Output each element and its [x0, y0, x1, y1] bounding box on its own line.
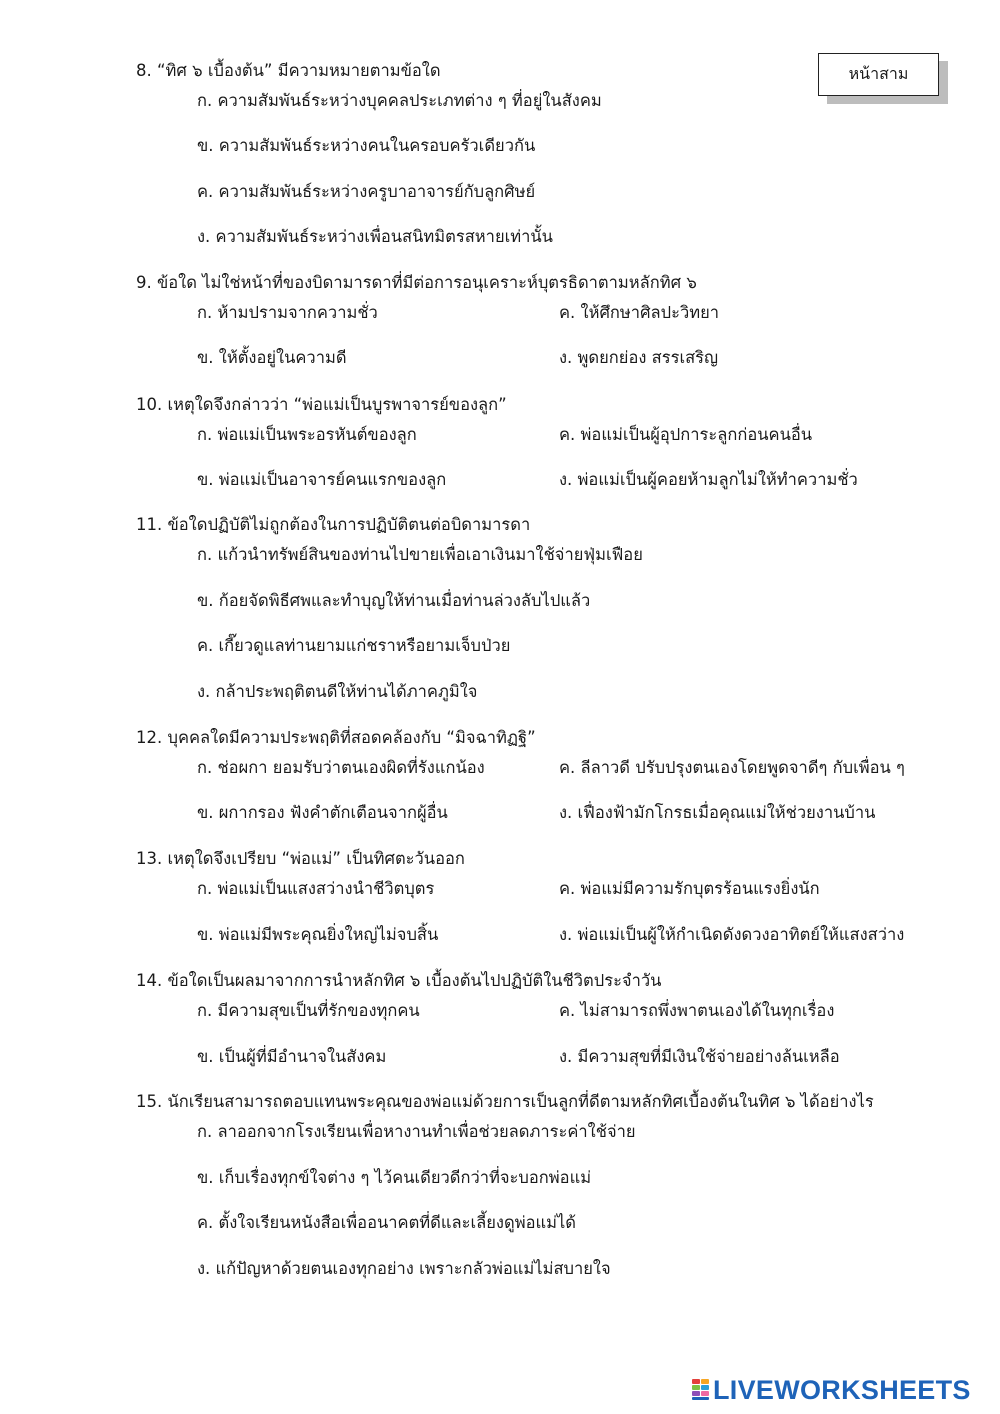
- answer-option[interactable]: ค. ความสัมพันธ์ระหว่างครูบาอาจารย์กับลูกศิษย์: [197, 182, 536, 201]
- answer-option[interactable]: ก. พ่อแม่เป็นแสงสว่างนำชีวิตบุตร: [197, 879, 435, 898]
- answer-option[interactable]: ง. ความสัมพันธ์ระหว่างเพื่อนสนิทมิตรสหายเท่านั้น: [197, 227, 553, 246]
- question-title: 13. เหตุใดจึงเปรียบ “พ่อแม่” เป็นทิศตะวันออก: [136, 849, 465, 868]
- answer-option[interactable]: ข. ให้ตั้งอยู่ในความดี: [197, 348, 347, 367]
- answer-option[interactable]: ง. กล้าประพฤติตนดีให้ท่านได้ภาคภูมิใจ: [197, 682, 478, 701]
- logo-text: LIVEWORKSHEETS: [713, 1375, 971, 1405]
- question-title: 9. ข้อใด ไม่ใช่หน้าที่ของบิดามารดาที่มีต่อการอนุเคราะห์บุตรธิดาตามหลักทิศ ๖: [136, 273, 697, 292]
- answer-option[interactable]: ข. พ่อแม่มีพระคุณยิ่งใหญ่ไม่จบสิ้น: [197, 925, 439, 944]
- answer-option[interactable]: ข. เก็บเรื่องทุกข์ใจต่าง ๆ ไว้คนเดียวดีกว่าที่จะบอกพ่อแม่: [197, 1168, 592, 1187]
- answer-option[interactable]: ค. พ่อแม่เป็นผู้อุปการะลูกก่อนคนอื่น: [559, 425, 813, 444]
- question-title: 15. นักเรียนสามารถตอบแทนพระคุณของพ่อแม่ด้วยการเป็นลูกที่ดีตามหลักทิศเบื้องต้นในทิศ ๖ ได้อย่างไร: [136, 1092, 874, 1111]
- page-label: หน้าสาม: [848, 64, 909, 83]
- answer-option[interactable]: ค. ลีลาวดี ปรับปรุงตนเองโดยพูดจาดีๆ กับเพื่อน ๆ: [559, 758, 905, 777]
- answer-option[interactable]: ก. ความสัมพันธ์ระหว่างบุคคลประเภทต่าง ๆ ที่อยู่ในสังคม: [197, 91, 602, 110]
- answer-option[interactable]: ค. พ่อแม่มีความรักบุตรร้อนแรงยิ่งนัก: [559, 879, 820, 898]
- question-title: 12. บุคคลใดมีความประพฤติที่สอดคล้องกับ “มิจฉาทิฏฐิ”: [136, 728, 536, 747]
- liveworksheets-logo-icon: [692, 1379, 710, 1401]
- answer-option[interactable]: ง. พูดยกย่อง สรรเสริญ: [559, 348, 719, 367]
- answer-option[interactable]: ข. พ่อแม่เป็นอาจารย์คนแรกของลูก: [197, 470, 447, 489]
- answer-option[interactable]: ค. ให้ศึกษาศิลปะวิทยา: [559, 303, 720, 322]
- liveworksheets-logo: [692, 1377, 971, 1403]
- answer-option[interactable]: ง. พ่อแม่เป็นผู้ให้กำเนิดดังดวงอาทิตย์ให้แสงสว่าง: [559, 925, 905, 944]
- answer-option[interactable]: ค. ไม่สามารถพึ่งพาตนเองได้ในทุกเรื่อง: [559, 1001, 835, 1020]
- question-title: 10. เหตุใดจึงกล่าวว่า “พ่อแม่เป็นบูรพาจารย์ของลูก”: [136, 395, 507, 414]
- answer-option[interactable]: ง. เฟื่องฟ้ามักโกรธเมื่อคุณแม่ให้ช่วยงานบ้าน: [559, 803, 876, 822]
- answer-option[interactable]: ก. แก้วนำทรัพย์สินของท่านไปขายเพื่อเอาเงินมาใช้จ่ายฟุ่มเฟือย: [197, 545, 643, 564]
- question-title: 11. ข้อใดปฏิบัติไม่ถูกต้องในการปฏิบัติตนต่อบิดามารดา: [136, 515, 531, 534]
- page-label-box: [818, 53, 939, 96]
- answer-option[interactable]: ง. แก้ปัญหาด้วยตนเองทุกอย่าง เพราะกลัวพ่อแม่ไม่สบายใจ: [197, 1259, 611, 1278]
- answer-option[interactable]: ค. ตั้งใจเรียนหนังสือเพื่ออนาคตที่ดีและเลี้ยงดูพ่อแม่ได้: [197, 1213, 577, 1232]
- answer-option[interactable]: ค. เกี๊ยวดูแลท่านยามแก่ชราหรือยามเจ็บป่วย: [197, 636, 511, 655]
- question-title: 14. ข้อใดเป็นผลมาจากการนำหลักทิศ ๖ เบื้องต้นไปปฏิบัติในชีวิตประจำวัน: [136, 971, 662, 990]
- answer-option[interactable]: ข. ความสัมพันธ์ระหว่างคนในครอบครัวเดียวกัน: [197, 136, 536, 155]
- answer-option[interactable]: ข. ผกากรอง ฟังคำตักเตือนจากผู้อื่น: [197, 803, 448, 822]
- answer-option[interactable]: ก. ลาออกจากโรงเรียนเพื่อหางานทำเพื่อช่วยลดภาระค่าใช้จ่าย: [197, 1122, 636, 1141]
- answer-option[interactable]: ง. พ่อแม่เป็นผู้คอยห้ามลูกไม่ให้ทำความชั่ว: [559, 470, 858, 489]
- answer-option[interactable]: ก. พ่อแม่เป็นพระอรหันต์ของลูก: [197, 425, 417, 444]
- question-title: 8. “ทิศ ๖ เบื้องต้น” มีความหมายตามข้อใด: [136, 61, 441, 80]
- answer-option[interactable]: ก. ห้ามปรามจากความชั่ว: [197, 303, 378, 322]
- answer-option[interactable]: ก. มีความสุขเป็นที่รักของทุกคน: [197, 1001, 420, 1020]
- answer-option[interactable]: ก. ช่อผกา ยอมรับว่าตนเองผิดที่รังแกน้อง: [197, 758, 485, 777]
- answer-option[interactable]: ง. มีความสุขที่มีเงินใช้จ่ายอย่างล้นเหลือ: [559, 1047, 840, 1066]
- answer-option[interactable]: ข. เป็นผู้ที่มีอำนาจในสังคม: [197, 1047, 387, 1066]
- answer-option[interactable]: ข. ก้อยจัดพิธีศพและทำบุญให้ท่านเมื่อท่านล่วงลับไปแล้ว: [197, 591, 591, 610]
